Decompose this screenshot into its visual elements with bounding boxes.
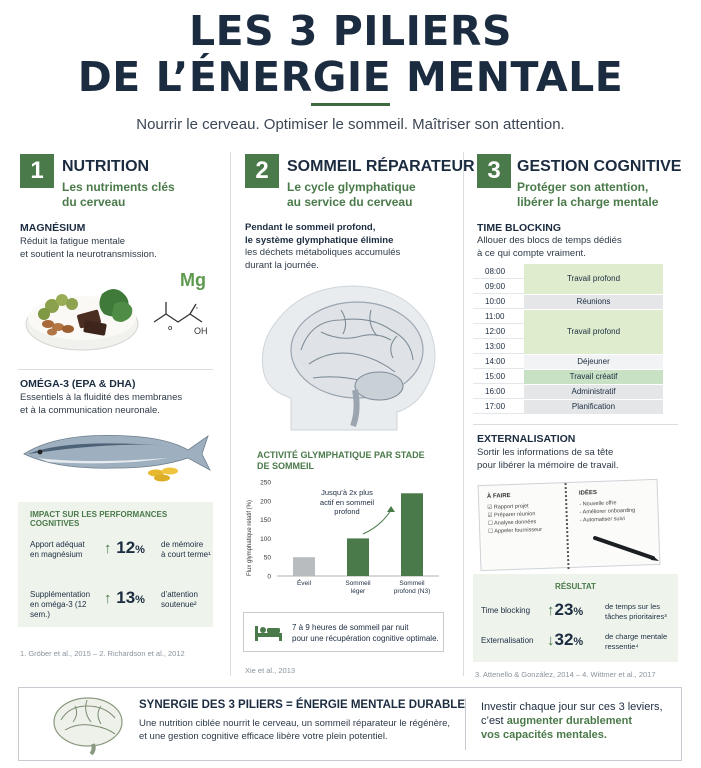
x-axis-labels	[297, 578, 430, 595]
omega-line-2: et à la communication neuronale.	[20, 404, 160, 416]
sleep-reference: Xie et al., 2013	[245, 666, 296, 675]
x-tick-label: léger	[350, 588, 366, 595]
result-row-1-desc-line-1: de temps sur les	[605, 602, 661, 611]
omega-line-1: Essentiels à la fluidité des membranes	[20, 392, 183, 403]
sleep-intro	[245, 222, 425, 272]
time-blocking-line-2: à ce qui compte vraiment.	[477, 247, 586, 259]
synergy-panel	[18, 687, 682, 761]
sleep-note-line-1: 7 à 9 heures de sommeil par nuit	[292, 623, 409, 632]
sleep-intro-line-2: le système glymphatique élimine	[245, 234, 394, 246]
result-panel	[473, 574, 678, 662]
impact-row-1-label-line-2: en magnésium	[30, 550, 83, 559]
time-label: 11:00	[485, 312, 505, 321]
food-bowl-icon	[22, 274, 144, 356]
page-title	[0, 8, 701, 100]
cognitive-reference: 3. Attenello & González, 2014 – 4. Wittmer et al., 2017	[475, 670, 656, 679]
impact-row-1-label-line-1: Apport adéquat	[30, 540, 85, 549]
result-row-1-label: Time blocking	[481, 606, 531, 615]
svg-text:o: o	[168, 324, 173, 332]
time-label: 14:00	[485, 357, 506, 366]
brain-icon	[49, 694, 127, 756]
annotation-line-2: actif en sommeil	[319, 497, 375, 507]
impact-row-1-desc-line-2: à court terme¹	[161, 550, 211, 559]
magnesium-line-1: Réduit la fatigue mentale	[20, 236, 126, 247]
y-tick-label: 250	[260, 479, 271, 487]
annotation-line-1: Jusqu’à 2x plus	[321, 488, 373, 497]
sleep-subtitle-line-1: Le cycle glymphatique	[287, 180, 416, 194]
omega-description	[20, 392, 210, 417]
time-blocking-description	[477, 235, 672, 260]
synergy-text	[139, 717, 450, 743]
title-underline	[311, 103, 390, 106]
x-tick-label: profond (N3)	[393, 588, 431, 595]
impact-row-2-description	[161, 590, 216, 610]
ideas-title: IDÉES	[578, 490, 598, 497]
cognitive-subtitle-line-2: libérer la charge mentale	[517, 195, 659, 209]
title-line-2: DE L’ÉNERGIE MENTALE	[77, 53, 624, 101]
ideas-list	[579, 499, 635, 525]
todo-list	[487, 502, 542, 536]
section-divider	[18, 369, 213, 370]
idea-item-text: Nouvelle offre	[582, 500, 617, 508]
time-label: 17:00	[485, 402, 506, 411]
externalisation-line-1: Sortir les informations de sa tête	[477, 447, 614, 458]
todo-item-text: Préparer réunion	[493, 511, 536, 519]
todo-item-text: Rapport projet	[493, 503, 529, 511]
externalisation-line-2: pour libérer la mémoire de travail.	[477, 459, 619, 471]
sleep-intro-line-1: Pendant le sommeil profond,	[245, 222, 376, 233]
mg-symbol: Mg	[180, 270, 206, 290]
list-item: ☑ Préparer réunion	[487, 511, 536, 519]
nutrition-subtitle-line-1: Les nutriments clés	[62, 180, 175, 194]
impact-row-2-label-line-2: en oméga-3 (12 sem.)	[30, 600, 87, 619]
y-tick-label: 0	[267, 573, 271, 581]
y-axis-ticks	[260, 480, 271, 581]
impact-row-1-desc-line-1: de mémoire	[161, 540, 204, 549]
chart-title-line-1: ACTIVITÉ GLYMPHATIQUE PAR STADE	[257, 450, 425, 460]
arrow-up-icon: ↑	[104, 590, 112, 607]
time-label: 12:00	[485, 327, 506, 336]
impact-row-2-label-line-1: Supplémentation	[30, 590, 91, 599]
pillar-number-2: 2	[245, 154, 279, 188]
magnesium-line-2: et soutient la neurotransmission.	[20, 248, 157, 260]
impact-row-1-value	[104, 538, 145, 558]
synergy-highlight: augmenter durablement	[506, 715, 632, 727]
synergy-conclusion-line-2	[481, 714, 671, 728]
time-label: 16:00	[485, 387, 506, 396]
arrow-head-icon	[387, 506, 395, 512]
result-row-2-unit: %	[573, 636, 584, 648]
nutrition-title: NUTRITION	[62, 158, 150, 175]
sleep-subtitle-line-2: au service du cerveau	[287, 195, 413, 209]
y-tick-label: 50	[263, 554, 271, 562]
synergy-text-line-2: et une gestion cognitive efficace libère votre plein potentiel.	[139, 731, 388, 742]
impact-row-2-desc-line-1: d’attention	[161, 590, 198, 599]
chart-bar	[401, 493, 423, 576]
oh-label: OH	[194, 326, 208, 336]
x-tick-label: Sommeil	[399, 580, 425, 587]
column-divider-2	[463, 152, 464, 676]
time-label: 13:00	[485, 342, 506, 351]
result-row-1-description	[605, 602, 667, 621]
synergy-divider	[465, 698, 466, 750]
time-block: Réunions	[524, 295, 663, 309]
sleep-title: SOMMEIL RÉPARATEUR	[287, 158, 475, 175]
impact-row-2-number: 13	[116, 588, 136, 607]
cognitive-subtitle-line-1: Protéger son attention,	[517, 180, 649, 194]
notebook-spiral	[565, 483, 574, 569]
impact-row-1-description	[161, 540, 216, 560]
externalisation-heading: EXTERNALISATION	[477, 433, 576, 445]
list-item: - Améliorer onboarding	[579, 507, 636, 516]
cognitive-subtitle	[517, 180, 658, 210]
y-tick-label: 200	[260, 498, 271, 506]
result-row-2-number: 32	[554, 630, 574, 649]
result-row-1-desc-line-2: tâches prioritaires³	[605, 611, 667, 621]
impact-row-1-label	[30, 540, 105, 560]
fish-icon	[18, 424, 213, 484]
impact-row-2-value	[104, 588, 145, 608]
magnesium-description	[20, 236, 190, 261]
synergy-conclusion-line-1: Investir chaque jour sur ces 3 leviers,	[481, 701, 663, 713]
arrow-up-icon: ↑	[547, 602, 555, 619]
list-item: ☐ Appeler fournisseur	[488, 526, 543, 535]
impact-row-1-unit: %	[135, 544, 145, 556]
pillar-number-3: 3	[477, 154, 511, 188]
svg-text:': '	[196, 306, 198, 314]
bed-icon	[254, 623, 284, 643]
time-label: 15:00	[485, 372, 506, 381]
cognitive-title: GESTION COGNITIVE	[517, 158, 682, 175]
column-divider-1	[230, 152, 231, 676]
idea-item-text: Améliorer onboarding	[582, 507, 636, 516]
chart-title	[257, 450, 432, 472]
result-row-1-value	[547, 600, 583, 620]
todo-item-text: Appeler fournisseur	[494, 526, 543, 535]
result-row-2-desc-line-2: ressentie⁴	[605, 641, 639, 651]
magnesium-heading: MAGNÉSIUM	[20, 222, 86, 234]
y-axis-label: Flux glymphatique relatif (%)	[247, 499, 253, 577]
section-divider	[473, 424, 678, 425]
result-row-1-number: 23	[554, 600, 574, 619]
idea-item-text: Automatiser suivi	[582, 516, 625, 524]
synergy-text-line-1: Une nutrition ciblée nourrit le cerveau, un sommeil réparateur le régénère,	[139, 718, 451, 729]
sleep-intro-line-3: les déchets métaboliques accumulés	[245, 247, 401, 258]
time-label: 09:00	[485, 282, 506, 291]
pillar-number-1: 1	[20, 154, 54, 188]
time-label: 10:00	[485, 297, 506, 306]
sleep-intro-line-4: durant la journée.	[245, 259, 319, 271]
arrow-up-icon: ↑	[104, 540, 112, 557]
chart-title-line-2: DE SOMMEIL	[257, 461, 315, 471]
brain-head-icon	[251, 280, 441, 440]
synergy-conclusion	[481, 700, 671, 742]
arrow-down-icon: ↓	[547, 632, 555, 649]
nutrition-subtitle-line-2: du cerveau	[62, 195, 126, 209]
result-row-2-description	[605, 632, 667, 651]
todo-item-text: Analyse données	[493, 519, 537, 527]
sleep-note-text	[292, 622, 442, 644]
impact-row-1-number: 12	[116, 538, 136, 557]
nutrition-subtitle	[62, 180, 175, 210]
synergy-conclusion-prefix: c’est	[481, 715, 507, 727]
title-line-1: LES 3 PILIERS	[188, 7, 513, 55]
sleep-note-line-2: pour une récupération cognitive optimale.	[292, 634, 439, 643]
x-tick-label: Éveil	[296, 580, 312, 587]
sleep-recommendation-box	[243, 612, 444, 652]
result-title: RÉSULTAT	[555, 582, 596, 591]
list-item: - Automatiser suivi	[579, 516, 625, 524]
time-block: Travail créatif	[524, 370, 663, 384]
x-tick-label: Sommeil	[345, 580, 371, 587]
chart-bar	[293, 557, 315, 576]
time-block: Travail profond	[524, 264, 663, 294]
impact-row-2-unit: %	[135, 594, 145, 606]
result-row-1-unit: %	[573, 606, 584, 618]
pen-icon	[591, 534, 661, 564]
synergy-conclusion-line-3: vos capacités mentales.	[481, 729, 607, 741]
impact-title: IMPACT SUR LES PERFORMANCES COGNITIVES	[30, 510, 168, 528]
page-subtitle: Nourrir le cerveau. Optimiser le sommeil. Maîtriser son attention.	[136, 116, 565, 133]
synergy-title: SYNERGIE DES 3 PILIERS = ÉNERGIE MENTALE DURABLE	[139, 699, 465, 711]
y-tick-label: 100	[260, 535, 271, 543]
result-row-2-label: Externalisation	[481, 636, 534, 645]
omega-heading: OMÉGA-3 (EPA & DHA)	[20, 378, 136, 390]
list-item: ☐ Analyse données	[487, 519, 537, 527]
externalisation-description	[477, 447, 677, 472]
impact-row-2-desc-line-2: soutenue²	[161, 600, 197, 609]
time-block: Planification	[524, 400, 663, 414]
performance-impact-panel	[18, 502, 213, 627]
todo-title: À FAIRE	[486, 493, 511, 500]
sleep-subtitle	[287, 180, 416, 210]
time-blocking-heading: TIME BLOCKING	[477, 222, 561, 234]
list-item: ☑ Rapport projet	[487, 503, 529, 511]
time-block: Travail profond	[524, 310, 663, 354]
result-row-2-value	[547, 630, 583, 650]
annotation-line-3: profond	[334, 507, 360, 516]
chart-bar	[347, 538, 369, 576]
time-label: 08:00	[485, 267, 506, 276]
list-item: - Nouvelle offre	[579, 500, 617, 508]
time-block: Administratif	[524, 385, 663, 399]
time-block: Déjeuner	[524, 355, 663, 369]
nutrition-reference: 1. Gröber et al., 2015 – 2. Richardson et al., 2012	[20, 649, 185, 658]
time-blocking-line-1: Allouer des blocs de temps dédiés	[477, 235, 622, 246]
impact-row-2-label	[30, 590, 105, 620]
chart-annotation	[307, 488, 387, 517]
result-row-2-desc-line-1: de charge mentale	[605, 632, 668, 641]
y-tick-label: 150	[260, 517, 271, 525]
